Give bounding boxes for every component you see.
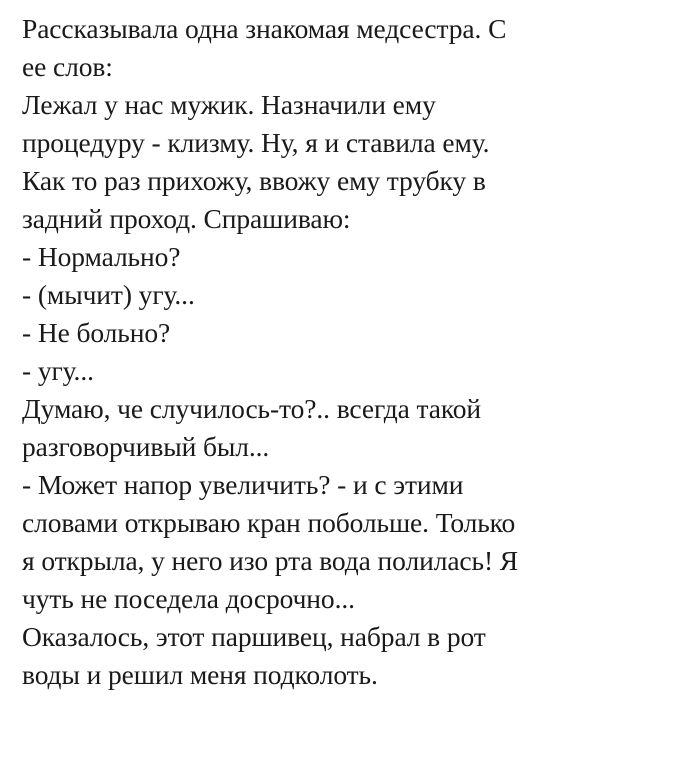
- story-line: - (мычит) угу...: [22, 279, 195, 310]
- story-line: Думаю, че случилось-то?.. всегда такой: [22, 393, 482, 424]
- story-line: задний проход. Спрашиваю:: [22, 203, 351, 234]
- story-line: - Может напор увеличить? - и с этими: [22, 469, 464, 500]
- story-line: Как то раз прихожу, ввожу ему трубку в: [22, 165, 486, 196]
- story-line: Рассказывала одна знакомая медсестра. С: [22, 13, 507, 44]
- story-line: Лежал у нас мужик. Назначили ему: [22, 89, 436, 120]
- story-line: словами открываю кран побольше. Только: [22, 507, 516, 538]
- story-text-block: [22, 10, 692, 694]
- story-line: - угу...: [22, 355, 94, 386]
- story-line: Оказалось, этот паршивец, набрал в рот: [22, 621, 486, 652]
- story-line: я открыла, у него изо рта вода полилась! Я: [22, 545, 519, 576]
- story-line: - Нормально?: [22, 241, 181, 272]
- story-line: разговорчивый был...: [22, 431, 270, 462]
- story-line: чуть не поседела досрочно...: [22, 583, 355, 614]
- story-line: ее слов:: [22, 51, 113, 82]
- story-line: воды и решил меня подколоть.: [22, 659, 378, 690]
- story-line: процедуру - клизму. Ну, я и ставила ему.: [22, 127, 490, 158]
- story-line: - Не больно?: [22, 317, 171, 348]
